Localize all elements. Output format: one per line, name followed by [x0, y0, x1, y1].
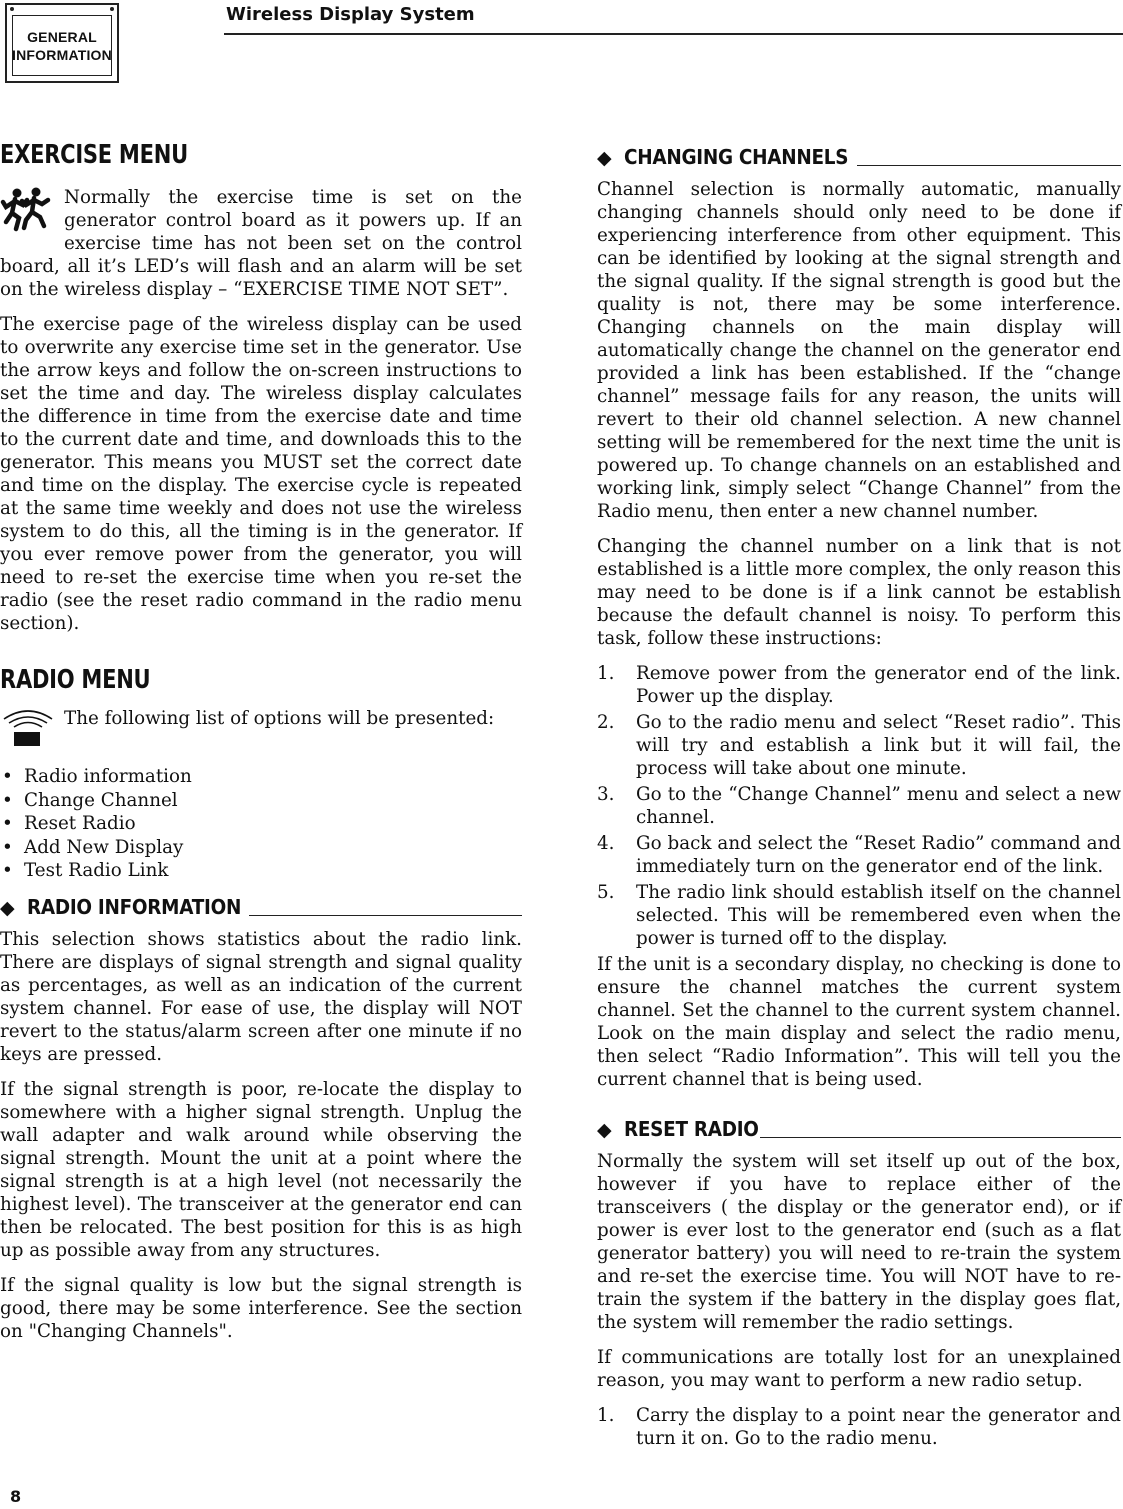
badge-frame	[12, 15, 112, 76]
step-text: The radio link should establish itself on the channel selected. This will be remembered even when the power is turned off to the display.	[636, 882, 1121, 949]
badge-line-1: GENERAL	[27, 28, 97, 45]
heading-rule	[760, 1137, 1121, 1138]
changing-channels-heading	[597, 145, 1121, 169]
exercise-paragraph-2: The exercise page of the wireless display can be used to overwrite any exercise time set in the generator. Use the arrow keys and follow the on-screen instructions to set the time and day. The wireless display calculates the difference in time from the exercise date and time to the current date and time, and downloads this to the generator. This means you MUST set the correct date and time on the display. The exercise cycle is repeated at the same time weekly and does not use the wireless system to do this, all the timing is in the generator. If you ever remove power from the generator, you will need to re-set the exercise time when you re-set the radio (see the reset radio command in the radio menu section).	[0, 314, 522, 634]
reset-paragraph-1: Normally the system will set itself up out of the box, however if you have to replace either of the transceivers ( the display or the generator end), or if power is ever lost to the generator end (such as a flat generator battery) you will need to re-train the system and re-set the exercise time. You will NOT have to re-train the system if the battery in the display goes flat, the system will remember the radio settings.	[597, 1151, 1121, 1333]
step-number: 1.	[597, 1405, 615, 1426]
page-number: 8	[10, 1487, 22, 1506]
radio-menu-heading: RADIO MENU	[0, 665, 151, 695]
reset-paragraph-2: If communications are totally lost for an unexplained reason, you may want to perform a new radio setup.	[597, 1347, 1121, 1391]
diamond-bullet-icon: ◆	[597, 147, 612, 169]
step-text: Go to the radio menu and select “Reset radio”. This will try and establish a link but it will fail, the process will take about one minute.	[636, 712, 1121, 779]
right-column	[597, 140, 1121, 1453]
changing-paragraph-1: Channel selection is normally automatic, manually changing channels should only need to be done if experiencing interference from other equipment. This can be identified by looking at the signal strength and the signal quality. If the signal strength is good but the quality is not, there may be some interference. Changing channels on the main display will automatically change the channel on the generator end provided a link has been established. If the “change channel” message fails for any reason, the units will revert to their old channel selection. A new channel setting will be remembered for the next time the unit is powered up. To change channels on an established and working link, simply select “Change Channel” from the Radio menu, then enter a new channel number.	[597, 179, 1121, 522]
step-number: 4.	[597, 833, 615, 854]
heading-rule	[857, 165, 1121, 166]
changing-paragraph-2: Changing the channel number on a link that is not established is a little more complex, the only reason this may need to be done is if a link cannot be establish because the default channel is noisy. To perform this task, follow these instructions:	[597, 536, 1121, 649]
list-item	[597, 662, 1121, 708]
list-item	[597, 881, 1121, 950]
diamond-bullet-icon: ◆	[597, 1119, 612, 1141]
list-item	[597, 832, 1121, 878]
radio-intro: The following list of options will be presented:	[64, 708, 495, 729]
radio-info-paragraph-1: This selection shows statistics about the radio link. There are displays of signal strength and signal quality as percentages, as well as an indication of the current system channel. For ease of use, the display will NOT revert to the status/alarm screen after one minute if no keys are pressed.	[0, 928, 522, 1065]
header-rule	[224, 33, 1123, 35]
subheading-text: CHANGING CHANNELS	[623, 145, 848, 169]
section-badge	[5, 3, 119, 83]
radio-info-paragraph-3: If the signal quality is low but the signal strength is good, there may be some interference. See the section on "Changing Channels".	[0, 1274, 522, 1342]
radio-info-paragraph-2: If the signal strength is poor, re-locate the display to somewhere with a higher signal strength. Unplug the wall adapter and walk around while observing the signal strength. Mount the unit at a point where the signal strength is at a high level (not necessarily the highest level). The transceiver at the generator end can then be relocated. The best position for this is as high up as possible away from any structures.	[0, 1078, 522, 1261]
subheading-text: RADIO INFORMATION	[26, 894, 241, 919]
step-text: Go back and select the “Reset Radio” command and immediately turn on the generator end of the link.	[636, 833, 1121, 877]
step-number: 5.	[597, 882, 615, 903]
badge-dot	[10, 7, 14, 11]
heading-rule	[249, 915, 522, 916]
list-item: • Change Channel	[0, 789, 522, 813]
list-item: • Radio information	[0, 765, 522, 789]
badge-line-2: INFORMATION	[12, 46, 112, 63]
list-item: • Reset Radio	[0, 812, 522, 836]
exercise-menu-heading: EXERCISE MENU	[0, 140, 188, 170]
radio-information-heading	[0, 895, 522, 919]
changing-paragraph-3: If the unit is a secondary display, no checking is done to ensure the channel matches the current system channel. Set the channel to the current system channel. Look on the main display and select the radio menu, then select “Radio Information”. This will tell you the current channel that is being used.	[597, 954, 1121, 1090]
page-header-title: Wireless Display System	[226, 4, 475, 25]
step-text: Remove power from the generator end of the link. Power up the display.	[636, 663, 1121, 707]
list-item	[597, 711, 1121, 780]
diamond-bullet-icon: ◆	[0, 896, 15, 919]
step-number: 1.	[597, 663, 615, 684]
reset-radio-heading	[597, 1117, 1121, 1141]
step-text: Go to the “Change Channel” menu and select a new channel.	[636, 784, 1121, 828]
list-item	[597, 783, 1121, 829]
subheading-text: RESET RADIO	[623, 1117, 759, 1141]
exercise-paragraph-1: Normally the exercise time is set on the generator control board as it powers up. If an exercise time has not been set on the control board, all it’s LED’s will flash and an alarm will be set on the wireless display – “EXERCISE TIME NOT SET”.	[0, 187, 522, 300]
changing-steps-list	[597, 662, 1121, 950]
radio-options-list	[0, 765, 522, 883]
step-number: 3.	[597, 784, 615, 805]
radio-signal-icon	[0, 707, 64, 757]
badge-dot	[110, 7, 114, 11]
list-item: • Add New Display	[0, 836, 522, 860]
list-item	[597, 1404, 1121, 1450]
step-text: Carry the display to a point near the generator and turn it on. Go to the radio menu.	[636, 1405, 1121, 1449]
reset-steps-list	[597, 1404, 1121, 1450]
list-item: • Test Radio Link	[0, 859, 522, 883]
running-figures-icon	[0, 186, 64, 242]
left-column	[0, 140, 522, 1355]
step-number: 2.	[597, 712, 615, 733]
